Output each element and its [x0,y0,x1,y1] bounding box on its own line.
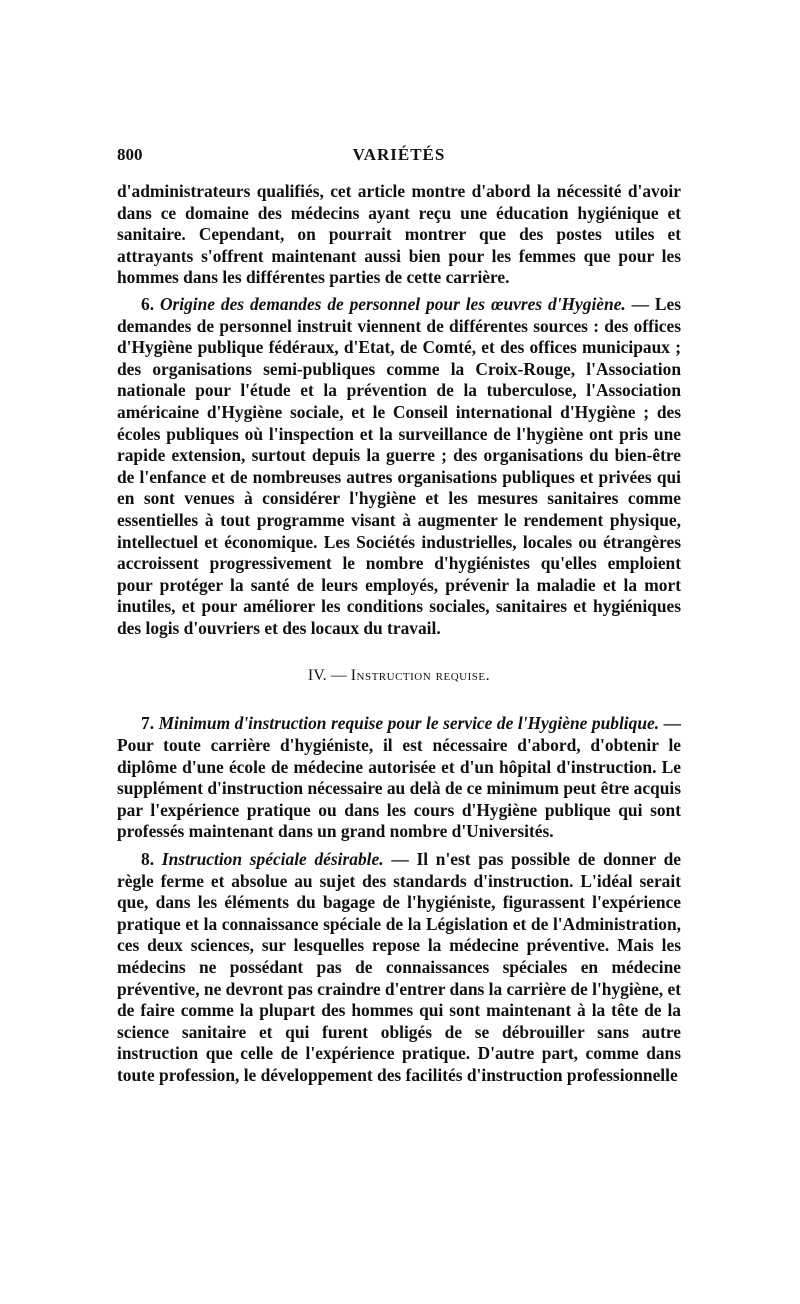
paragraph-7-title: Minimum d'instruction requise pour le service de l'Hygiène publique. [158,713,660,734]
paragraph-7-body: — Pour toute carrière d'hygiéniste, il est nécessaire d'abord, d'obtenir le diplôme d'une école de médecine autorisée et d'un hôpital d'instruction. Le supplément d'instruction nécessaire au delà de ce minimum peut être acquis par l'expérience pratique ou dans les cours d'Hygiène publique qui sont professés maintenant dans un grand nombre d'Universités. [117,713,681,842]
paragraph-7-number: 7. [141,713,155,734]
paragraph-6-title: Origine des demandes de personnel pour les œuvres d'Hygiène. [159,293,626,314]
section-dash: — [330,667,347,685]
section-numeral: IV. [307,667,327,685]
paragraph-8-title: Instruction spéciale désirable. [161,849,384,870]
book-page [117,145,681,1087]
paragraph-continuation: d'administrateurs qualifiés, cet article montre d'abord la nécessité d'avoir dans ce domaine des médecins ayant reçu une éducation hygiénique et sanitaire. Cependant, on pourrait montrer que des postes utiles et attrayants s'offrent maintenant aussi bien pour les femmes que pour les hommes dans les différentes parties de cette carrière. [117,181,681,288]
paragraph-6-body: — Les demandes de personnel instruit viennent de différentes sources : des offices d'Hygiène publique fédéraux, d'Etat, de Comté, et des offices municipaux ; des organisations semi-publiques comme la Croix-Rouge, l'Association nationale pour l'étude et la prévention de la tuberculose, l'Association américaine d'Hygiène sociale, et le Conseil international d'Hygiène ; des écoles publiques où l'inspection et la surveillance de l'hygiène ont pris une rapide extension, surtout depuis la guerre ; des organisations du bien-être de l'enfance et de nombreuses autres organisations publiques et privées qui en sont venues à considérer l'hygiène et les mesures sanitaires comme essentielles à tout programme visant à augmenter le rendement physique, intellectuel et économique. Les Sociétés industrielles, locales ou étrangères accroissent progressivement le nombre d'hygiénistes qu'elles emploient pour protéger la santé de leurs employés, prévenir la maladie et la mort inutiles, et pour améliorer les conditions sociales, sanitaires et hygiéniques des logis d'ouvriers et des locaux du travail. [117,293,682,638]
paragraph-8-number: 8. [141,849,155,870]
paragraph-7 [117,713,681,843]
section-title: Instruction requise. [350,667,491,685]
paragraph-6 [117,294,681,640]
running-title: VARIÉTÉS [352,145,446,164]
section-heading [117,665,681,687]
paragraph-8 [117,849,681,1087]
paragraph-8-body: — Il n'est pas possible de donner de règle ferme et absolue au sujet des standards d'instruction. L'idéal serait que, dans les éléments du bagage de l'hygiéniste, figurassent l'expérience pratique et la connaissance spéciale de la Législation et de l'Administration, ces deux sciences, sur lesquelles repose la médecine préventive. Mais les médecins ne possédant pas de connaissances spéciales en médecine préventive, ne devront pas craindre d'entrer dans la carrière de l'hygiène, et de faire comme la plupart des hommes qui sont maintenant à la tête de la science sanitaire et qui furent obligés de se débrouiller sans autre instruction que celle de l'expérience pratique. D'autre part, comme dans toute profession, le développement des facilités d'instruction professionnelle [117,849,681,1085]
page-number: 800 [117,145,143,164]
running-head [117,145,681,173]
paragraph-6-number: 6. [141,293,155,314]
